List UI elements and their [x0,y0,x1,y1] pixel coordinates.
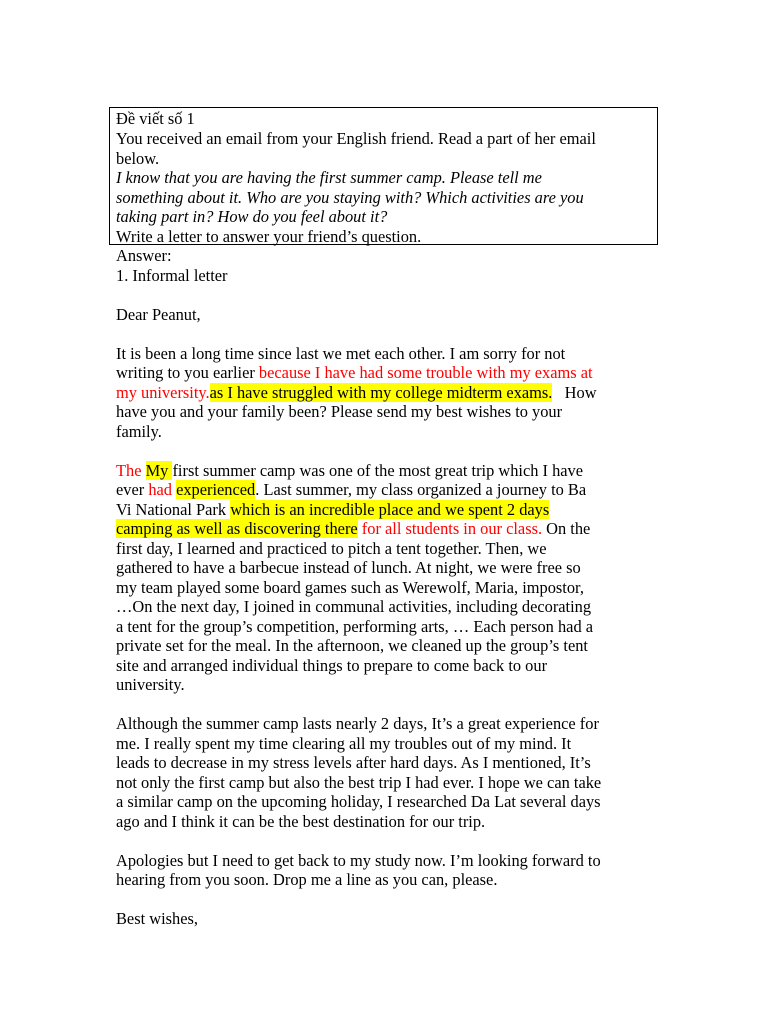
p4-line-1: Apologies but I need to get back to my study now. I’m looking forward to [116,850,601,870]
p3-line-6: ago and I think it can be the best destination for our trip. [116,811,486,831]
paragraph-1 [116,344,656,442]
p2-line-3 [116,500,656,520]
prompt-email-line-3: taking part in? How do you feel about it? [116,207,388,226]
p1-line-5: family. [116,421,162,441]
p2-text: ever [116,480,149,499]
p2-text: . Last summer, my class organized a journey to Ba [255,480,587,499]
red-correction: my university. [116,382,210,402]
p2-line-2 [116,480,656,500]
p3-line-4: not only the first camp but also the best trip I had ever. I hope we can take [116,772,602,792]
highlighted-revision: as I have struggled with my college midterm exams. [209,382,553,402]
p2-line-6: gathered to have a barbecue instead of lunch. At night, we were free so [116,558,581,577]
paragraph-4 [116,851,656,890]
p2-line-5: first day, I learned and practiced to pitch a tent together. Then, we [116,538,547,558]
p2-text: On the [542,519,591,538]
paragraph-3 [116,714,656,831]
highlighted-revision: My [145,460,173,480]
p2-line-11: site and arranged individual things to prepare to come back to our [116,655,548,675]
paragraph-2 [116,461,656,695]
p1-text: writing to you earlier [116,363,259,382]
red-correction: because I have had some trouble with my exams at [258,363,593,382]
letter-closing: Best wishes, [116,909,198,928]
p2-line-7: my team played some board games such as Werewolf, Maria, impostor, [116,577,584,597]
red-correction: The [116,460,146,480]
answer-section [116,246,656,929]
prompt-instruction-line-2: below. [116,148,160,168]
p1-line-4: have you and your family been? Please send my best wishes to your [116,402,563,421]
p4-line-2: hearing from you soon. Drop me a line as you can, please. [116,870,498,889]
p2-text: Vi National Park [116,499,231,519]
p2-line-8: …On the next day, I joined in communal activities, including decorating [116,597,592,616]
p2-text: first summer camp was one of the most great trip which I have [172,460,584,480]
p1-line-3 [116,383,656,403]
highlighted-revision: experienced [176,480,256,499]
letter-greeting: Dear Peanut, [116,304,201,324]
p3-line-2: me. I really spent my time clearing all my troubles out of my mind. It [116,733,572,753]
answer-label: Answer: [116,246,172,265]
red-correction: had [148,480,177,499]
prompt-email-line-2: something about it. Who are you staying with? Which activities are you [116,187,584,207]
red-correction: for all students in our class. [357,519,543,538]
prompt-heading: Đề viết số 1 [116,109,195,128]
p3-line-3: leads to decrease in my stress levels after hard days. As I mentioned, It’s [116,753,591,772]
p1-line-2 [116,363,656,383]
prompt-email-line-1: I know that you are having the first summer camp. Please tell me [116,168,542,187]
p2-line-12: university. [116,675,185,694]
p2-line-10: private set for the meal. In the afternoon, we cleaned up the group’s tent [116,636,588,655]
writing-prompt-box [109,107,658,245]
answer-type: 1. Informal letter [116,265,228,285]
p2-line-4 [116,519,656,539]
p1-text: How [552,382,597,402]
highlighted-revision: which is an incredible place and we spent 2 days [230,499,550,519]
p3-line-5: a similar camp on the upcoming holiday, I researched Da Lat several days [116,792,601,811]
p2-line-9: a tent for the group’s competition, performing arts, … Each person had a [116,616,594,636]
p1-line-1: It is been a long time since last we met each other. I am sorry for not [116,343,566,363]
prompt-instruction-line-1: You received an email from your English friend. Read a part of her email [116,129,596,148]
p3-line-1: Although the summer camp lasts nearly 2 days, It’s a great experience for [116,714,599,733]
prompt-task: Write a letter to answer your friend’s question. [116,226,422,246]
highlighted-revision: camping as well as discovering there [116,519,358,538]
p2-line-1 [116,461,656,481]
